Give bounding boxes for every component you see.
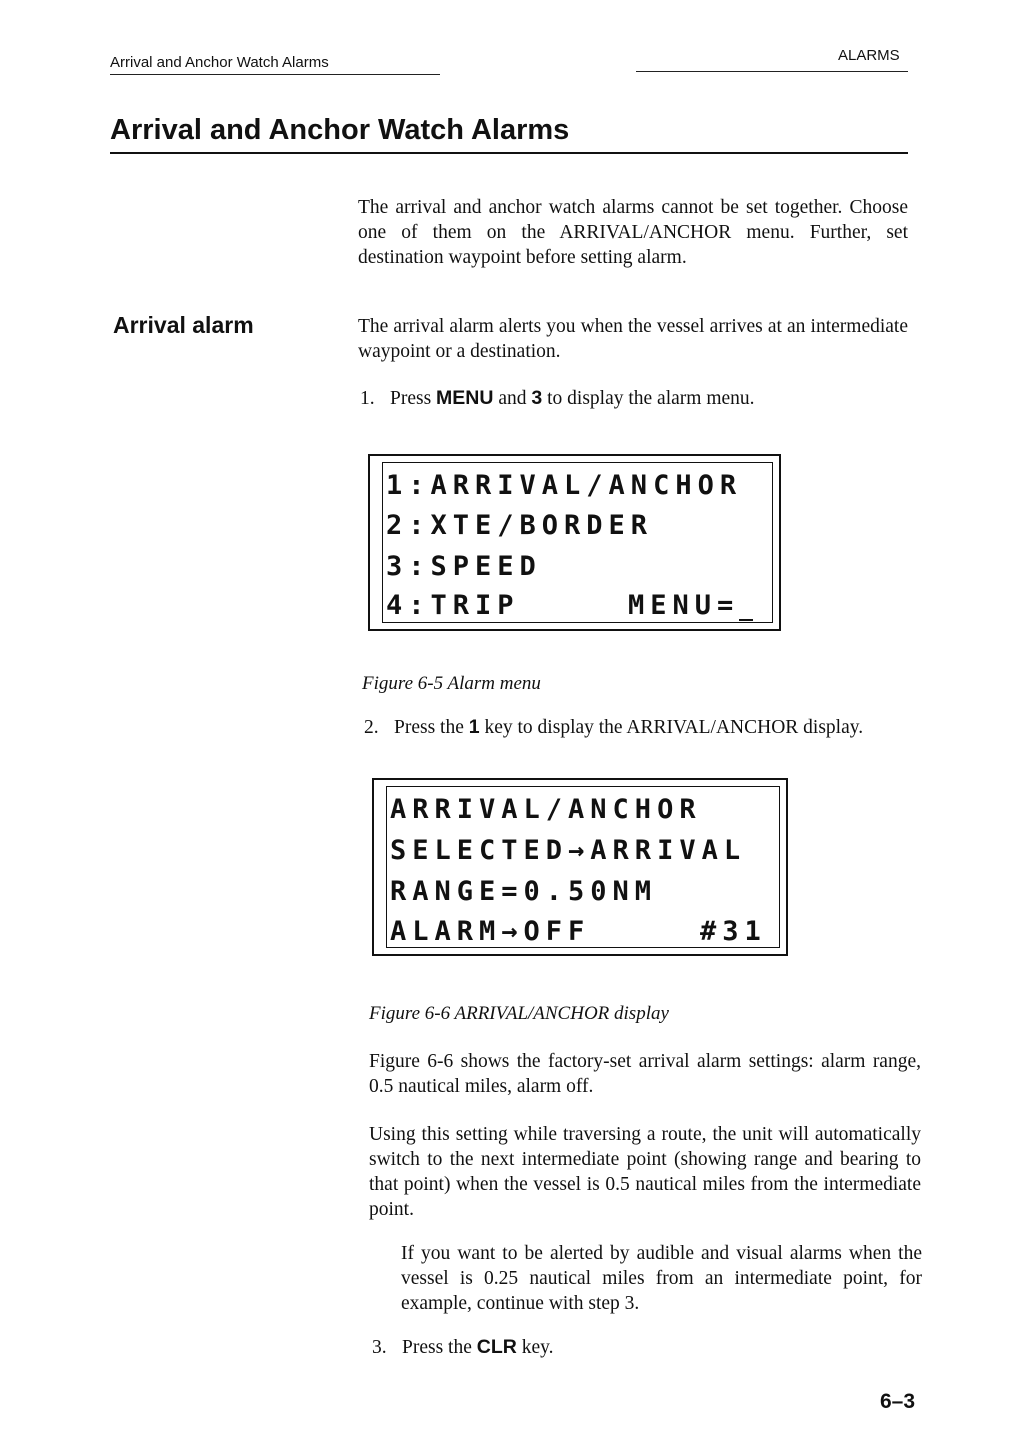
lcd-line-3: 3:SPEED xyxy=(386,551,542,582)
header-rule-right xyxy=(636,71,908,72)
lcd2-line-3: RANGE=0.50NM xyxy=(390,876,658,907)
step-2-text-a: Press the xyxy=(394,717,464,738)
arrival-alarm-paragraph: The arrival alarm alerts you when the vessel arrives at an intermediate waypoint or a destination. xyxy=(358,316,908,362)
step-1-text-a: Press xyxy=(390,388,432,409)
step-3-number: 3. xyxy=(372,1337,387,1358)
page-number: 6–3 xyxy=(880,1390,916,1413)
lcd2-line-1: ARRIVAL/ANCHOR xyxy=(390,794,702,825)
lcd2-line-2: SELECTED→ARRIVAL xyxy=(390,835,747,866)
subsection-heading: Arrival alarm xyxy=(113,312,254,338)
key-3: 3 xyxy=(531,387,543,409)
key-1: 1 xyxy=(468,716,480,738)
running-header-right: ALARMS xyxy=(838,47,900,64)
menu-key: MENU xyxy=(436,387,494,409)
step-3-text-a: Press the xyxy=(402,1337,472,1358)
lcd2-code: #31 xyxy=(700,916,767,947)
step-2 xyxy=(364,715,924,740)
route-behavior-paragraph: Using this setting while traversing a route, the unit will automatically switch to the next intermediate point (showing range and bearing to that point) when the vessel is 0.5 nautical miles from the intermediate point. xyxy=(369,1124,921,1220)
step-2-number: 2. xyxy=(364,717,379,738)
section-title: Arrival and Anchor Watch Alarms xyxy=(110,114,570,146)
step-1-text-b: and xyxy=(498,388,527,409)
arrival-anchor-lcd xyxy=(372,778,788,956)
factory-settings-paragraph: Figure 6-6 shows the factory-set arrival alarm settings: alarm range, 0.5 nautical miles, alarm off. xyxy=(369,1051,921,1097)
lcd-line-4: 4:TRIP xyxy=(386,590,520,621)
lcd2-line-4: ALARM→OFF xyxy=(390,916,591,947)
step-1 xyxy=(360,386,910,411)
running-header-left: Arrival and Anchor Watch Alarms xyxy=(110,54,329,71)
clr-key: CLR xyxy=(476,1336,517,1358)
step-3-text-b: key. xyxy=(521,1337,554,1358)
header-rule-left xyxy=(110,74,440,75)
figure-6-5-caption: Figure 6-5 Alarm menu xyxy=(362,673,541,694)
figure-6-6-caption: Figure 6-6 ARRIVAL/ANCHOR display xyxy=(369,1003,669,1024)
lcd-line-2: 2:XTE/BORDER xyxy=(386,510,654,541)
input-cursor xyxy=(739,597,753,621)
lcd-menu-prompt xyxy=(628,590,753,621)
step-1-text-c: to display the alarm menu. xyxy=(547,388,755,409)
lcd-line-1: 1:ARRIVAL/ANCHOR xyxy=(386,470,743,501)
step-1-number: 1. xyxy=(360,388,375,409)
step-3 xyxy=(372,1335,922,1360)
title-rule xyxy=(110,152,908,154)
menu-prompt-text: MENU= xyxy=(628,590,740,621)
alert-note-paragraph: If you want to be alerted by audible and visual alarms when the vessel is 0.25 nautical miles from an intermediate point, for example, continue with step 3. xyxy=(401,1243,922,1314)
alarm-menu-lcd xyxy=(368,454,781,631)
intro-paragraph: The arrival and anchor watch alarms cannot be set together. Choose one of them on the ARRIVAL/ANCHOR menu. Further, set destination waypoint before setting alarm. xyxy=(358,197,908,268)
step-2-text-b: key to display the ARRIVAL/ANCHOR display. xyxy=(484,717,864,738)
